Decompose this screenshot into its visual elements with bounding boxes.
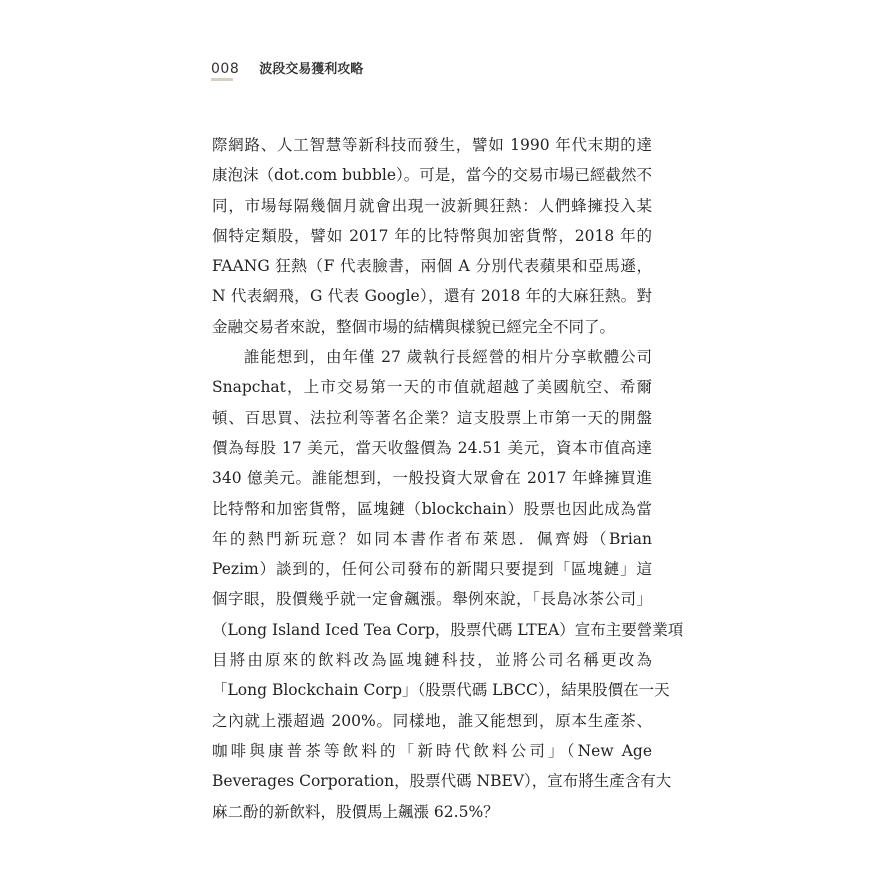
header-rule: [211, 78, 233, 81]
paragraph-2: [212, 342, 684, 827]
text-line: 之內就上漲超過 200%。同樣地，誰又能想到，原本生產茶、: [212, 711, 652, 730]
text-line: N 代表網飛，G 代表 Google），還有 2018 年的大麻狂熱。對: [212, 287, 652, 306]
text-line: 咖啡與康普茶等飲料的「新時代飲料公司」（New Age: [212, 741, 652, 760]
book-title: 波段交易獲利攻略: [259, 62, 364, 77]
text-line: 金融交易者來說，整個市場的結構與樣貌已經完全不同了。: [212, 317, 616, 336]
text-line: Beverages Corporation，股票代碼 NBEV），宣布將生產含有大: [212, 772, 672, 791]
text-line: 個字眼，股價幾乎就一定會飆漲。舉例來說，「長島冰茶公司」: [212, 590, 652, 609]
text-line: FAANG 狂熱（F 代表臉書，兩個 A 分別代表蘋果和亞馬遜，: [212, 257, 652, 276]
text-line: 目將由原來的飲料改為區塊鏈科技，並將公司名稱更改為: [212, 651, 652, 670]
text-line: 年的熱門新玩意？如同本書作者布萊恩．佩齊姆（Brian: [212, 529, 652, 548]
text-line: Pezim）談到的，任何公司發布的新聞只要提到「區塊鏈」這: [212, 560, 652, 579]
text-line-indented: [212, 342, 652, 372]
paragraph-1: [212, 130, 652, 342]
running-header: [211, 58, 363, 82]
text-line: 比特幣和加密貨幣，區塊鏈（blockchain）股票也因此成為當: [212, 499, 652, 518]
text-line: 340 億美元。誰能想到，一般投資大眾會在 2017 年蜂擁買進: [212, 469, 652, 488]
text-line: 頓、百思買、法拉利等著名企業？這支股票上市第一天的開盤: [212, 408, 652, 427]
text-line: Snapchat，上市交易第一天的市值就超越了美國航空、希爾: [212, 378, 652, 397]
text-line: 康泡沫（dot.com bubble）。可是，當今的交易市場已經截然不: [212, 166, 652, 185]
text-line: 際網路、人工智慧等新科技而發生，譬如 1990 年代末期的達: [212, 136, 652, 154]
text-line: （Long Island Iced Tea Corp，股票代碼 LTEA）宣布主要營業項: [212, 620, 684, 639]
page-number: 008: [211, 61, 240, 77]
text-line: 同，市場每隔幾個月就會出現一波新興狂熱：人們蜂擁投入某: [212, 196, 652, 215]
body-text: [212, 130, 684, 827]
text-line: 價為每股 17 美元，當天收盤價為 24.51 美元，資本市值高達: [212, 438, 652, 457]
text-line-content: 誰能想到，由年僅 27 歲執行長經營的相片分享軟體公司: [243, 348, 652, 367]
text-line: 麻二酚的新飲料，股價馬上飆漲 62.5%？: [212, 802, 499, 821]
text-line: 「Long Blockchain Corp」（股票代碼 LBCC），結果股價在一天: [212, 681, 670, 700]
text-line: 個特定類股，譬如 2017 年的比特幣與加密貨幣，2018 年的: [212, 226, 652, 245]
